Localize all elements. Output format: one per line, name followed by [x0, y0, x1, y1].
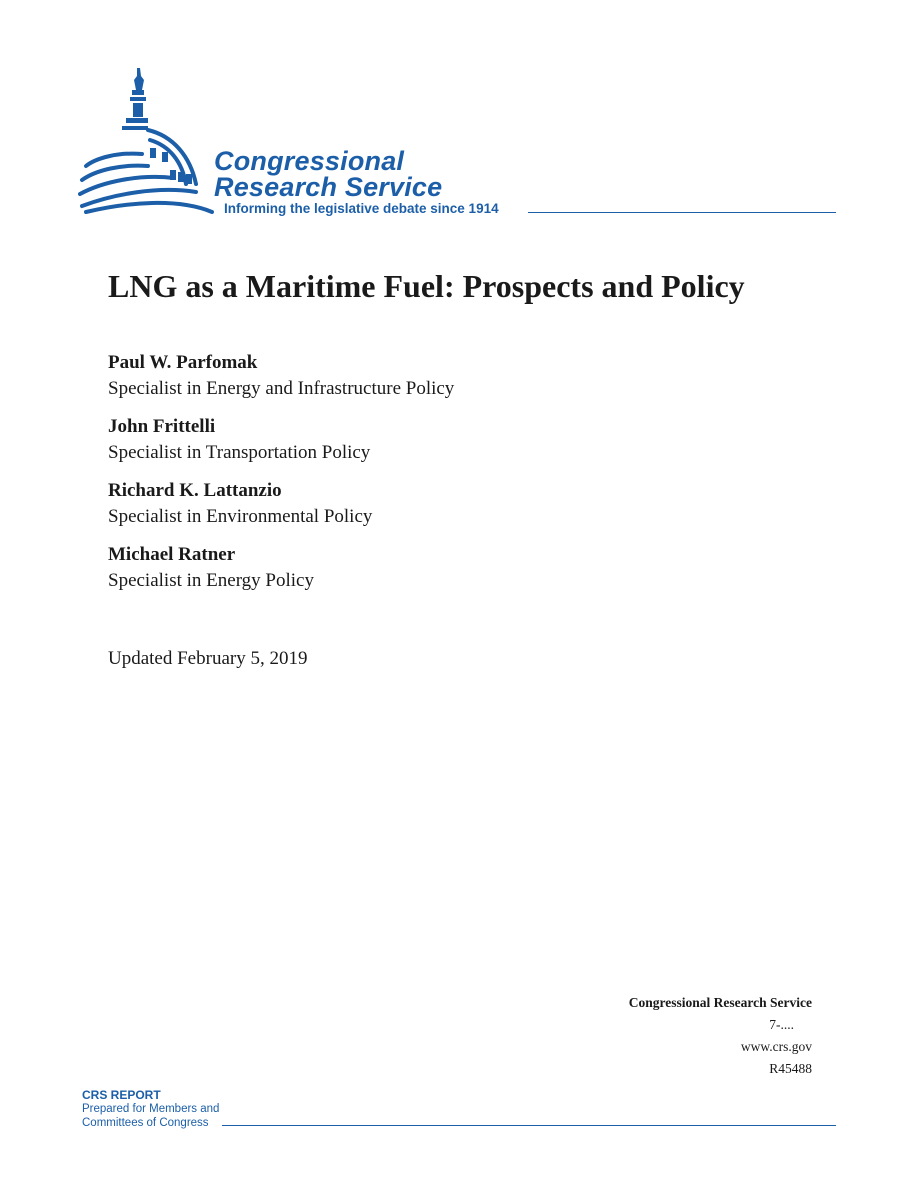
author-role: Specialist in Transportation Policy — [108, 442, 371, 463]
meta-url[interactable]: www.crs.gov — [740, 1039, 812, 1054]
author-entry — [108, 414, 454, 466]
author-name: Michael Ratner — [108, 544, 236, 565]
footer-divider — [222, 1125, 836, 1126]
crs-logo — [78, 66, 838, 226]
author-name: John Frittelli — [108, 416, 216, 437]
tagline-divider — [528, 212, 836, 213]
report-title: LNG as a Maritime Fuel: Prospects and Policy — [108, 268, 745, 304]
author-role: Specialist in Energy Policy — [108, 570, 314, 591]
report-meta — [629, 992, 812, 1080]
author-name: Paul W. Parfomak — [108, 352, 258, 373]
footer-line-1: Prepared for Members and — [82, 1103, 220, 1115]
author-entry — [108, 478, 454, 530]
author-entry — [108, 350, 454, 402]
logo-tagline: Informing the legislative debate since 1914 — [224, 201, 499, 216]
report-footer — [82, 1088, 219, 1130]
logo-line-1: Congressional — [214, 146, 405, 176]
author-entry — [108, 542, 454, 594]
author-role: Specialist in Energy and Infrastructure Policy — [108, 378, 455, 399]
capitol-dome-icon — [78, 66, 218, 216]
footer-label: CRS REPORT — [82, 1088, 161, 1102]
author-list — [108, 350, 454, 606]
updated-date: Updated February 5, 2019 — [108, 648, 308, 669]
logo-line-2: Research Service — [214, 172, 443, 202]
meta-report-number: R45488 — [769, 1061, 812, 1076]
footer-line-2: Committees of Congress — [82, 1117, 209, 1129]
meta-org: Congressional Research Service — [628, 995, 812, 1010]
meta-phone: 7-.... — [769, 1017, 794, 1032]
author-role: Specialist in Environmental Policy — [108, 506, 373, 527]
author-name: Richard K. Lattanzio — [108, 480, 282, 501]
